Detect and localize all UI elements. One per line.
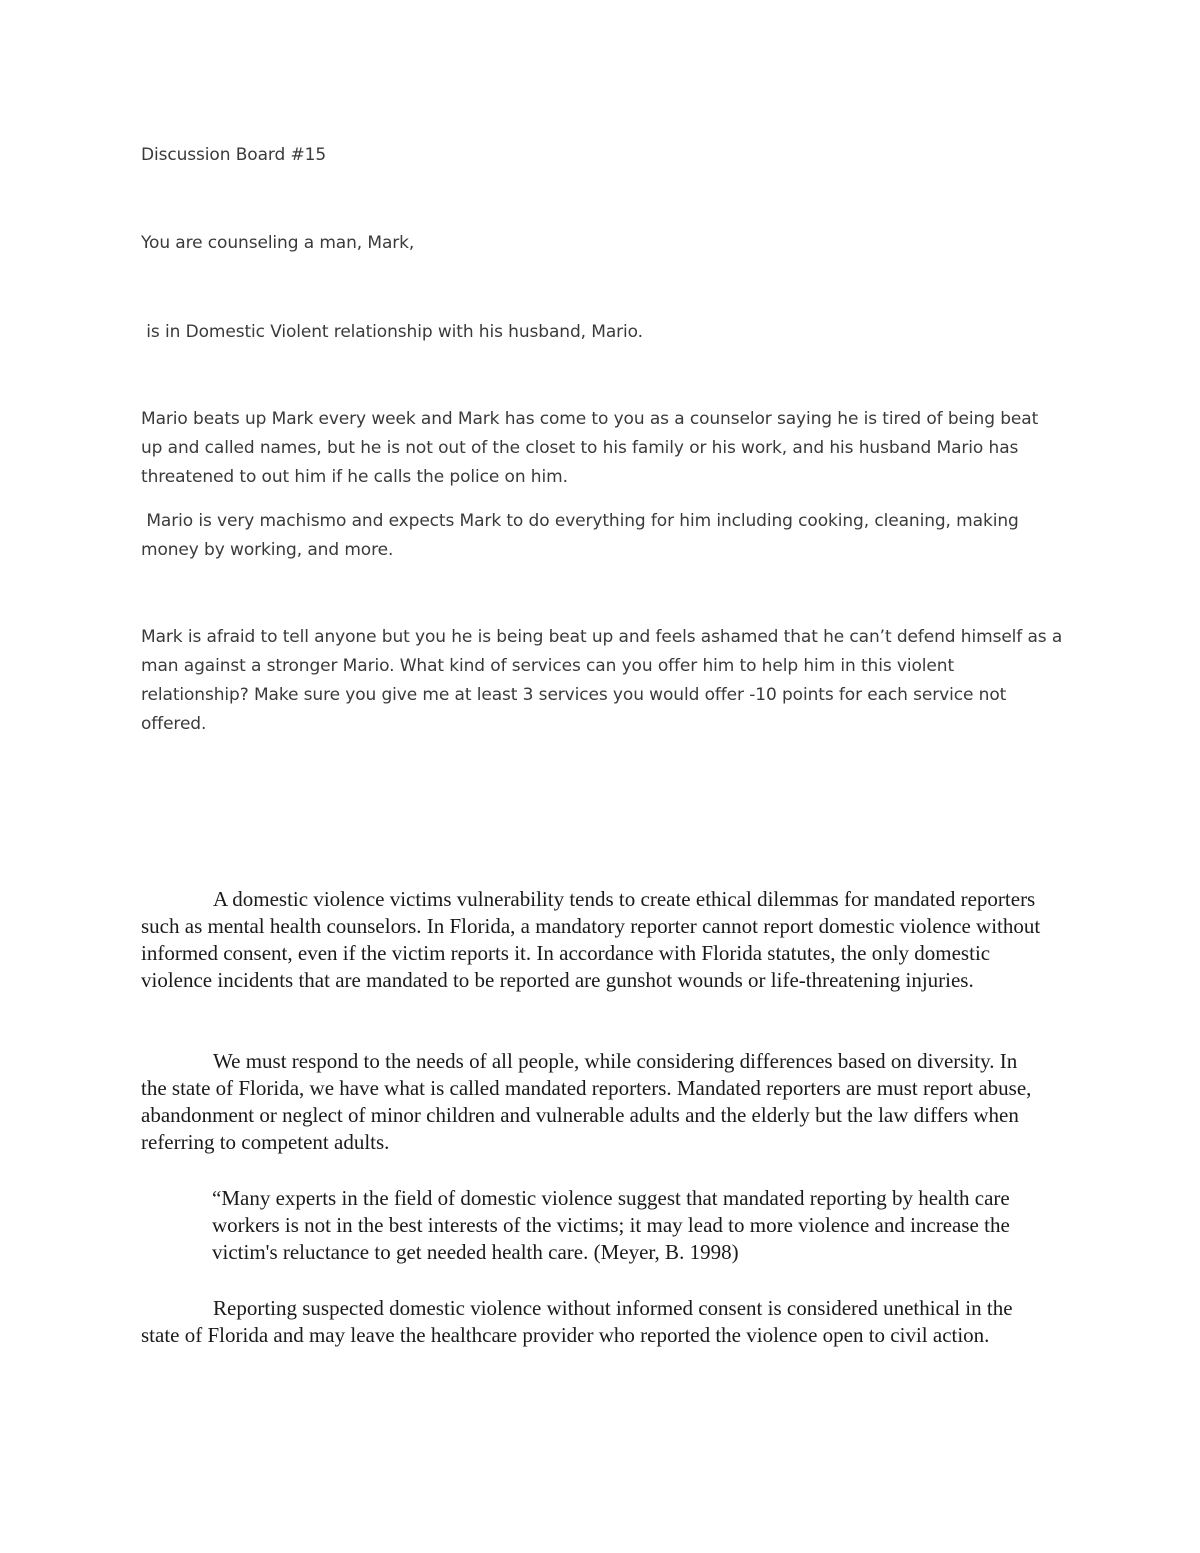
response-paragraph-1: A domestic violence victims vulnerability tends to create ethical dilemmas for mandated reporters such as mental health counselors. In Florida, a mandatory reporter cannot report domestic violence without informed consent, even if the victim reports it. In accordance with Florida statutes, the only domestic violence incidents that are mandated to be reported are gunshot wounds or life-threatening injuries. [141, 887, 1041, 992]
response-paragraph-2: We must respond to the needs of all people, while considering differences based on diversity. In the state of Florida, we have what is called mandated reporters. Mandated reporters are must report abuse, abandonment or neglect of minor children and vulnerable adults and the elderly but the law differs when referring to competent adults. [141, 1049, 1032, 1154]
prompt-line-1: You are counseling a man, Mark, [141, 233, 415, 253]
prompt-paragraph-3: Mark is afraid to tell anyone but you he is being beat up and feels ashamed that he can’t defend himself as a man against a stronger Mario. What kind of services can you offer him to help him in this violent relationship? Make sure you give me at least 3 services you would offer -10 points for each service not offered. [141, 627, 1063, 734]
response-paragraph-3: Reporting suspected domestic violence without informed consent is considered unethical in the state of Florida and may leave the healthcare provider who reported the violence open to civil action. [141, 1296, 1013, 1347]
block-quote: “Many experts in the field of domestic violence suggest that mandated reporting by health care workers is not in the best interests of the victims; it may lead to more violence and increase the victim's reluctance to get needed health care. (Meyer, B. 1998) [212, 1186, 1010, 1264]
page-title: Discussion Board #15 [141, 145, 327, 165]
prompt-paragraph-1: Mario beats up Mark every week and Mark has come to you as a counselor saying he is tired of being beat up and called names, but he is not out of the closet to his family or his work, and his husband Mario has threatened to out him if he calls the police on him. [141, 409, 1039, 487]
prompt-line-2: is in Domestic Violent relationship with his husband, Mario. [141, 322, 643, 342]
prompt-paragraph-2: Mario is very machismo and expects Mark to do everything for him including cooking, cleaning, making money by working, and more. [141, 511, 1024, 560]
